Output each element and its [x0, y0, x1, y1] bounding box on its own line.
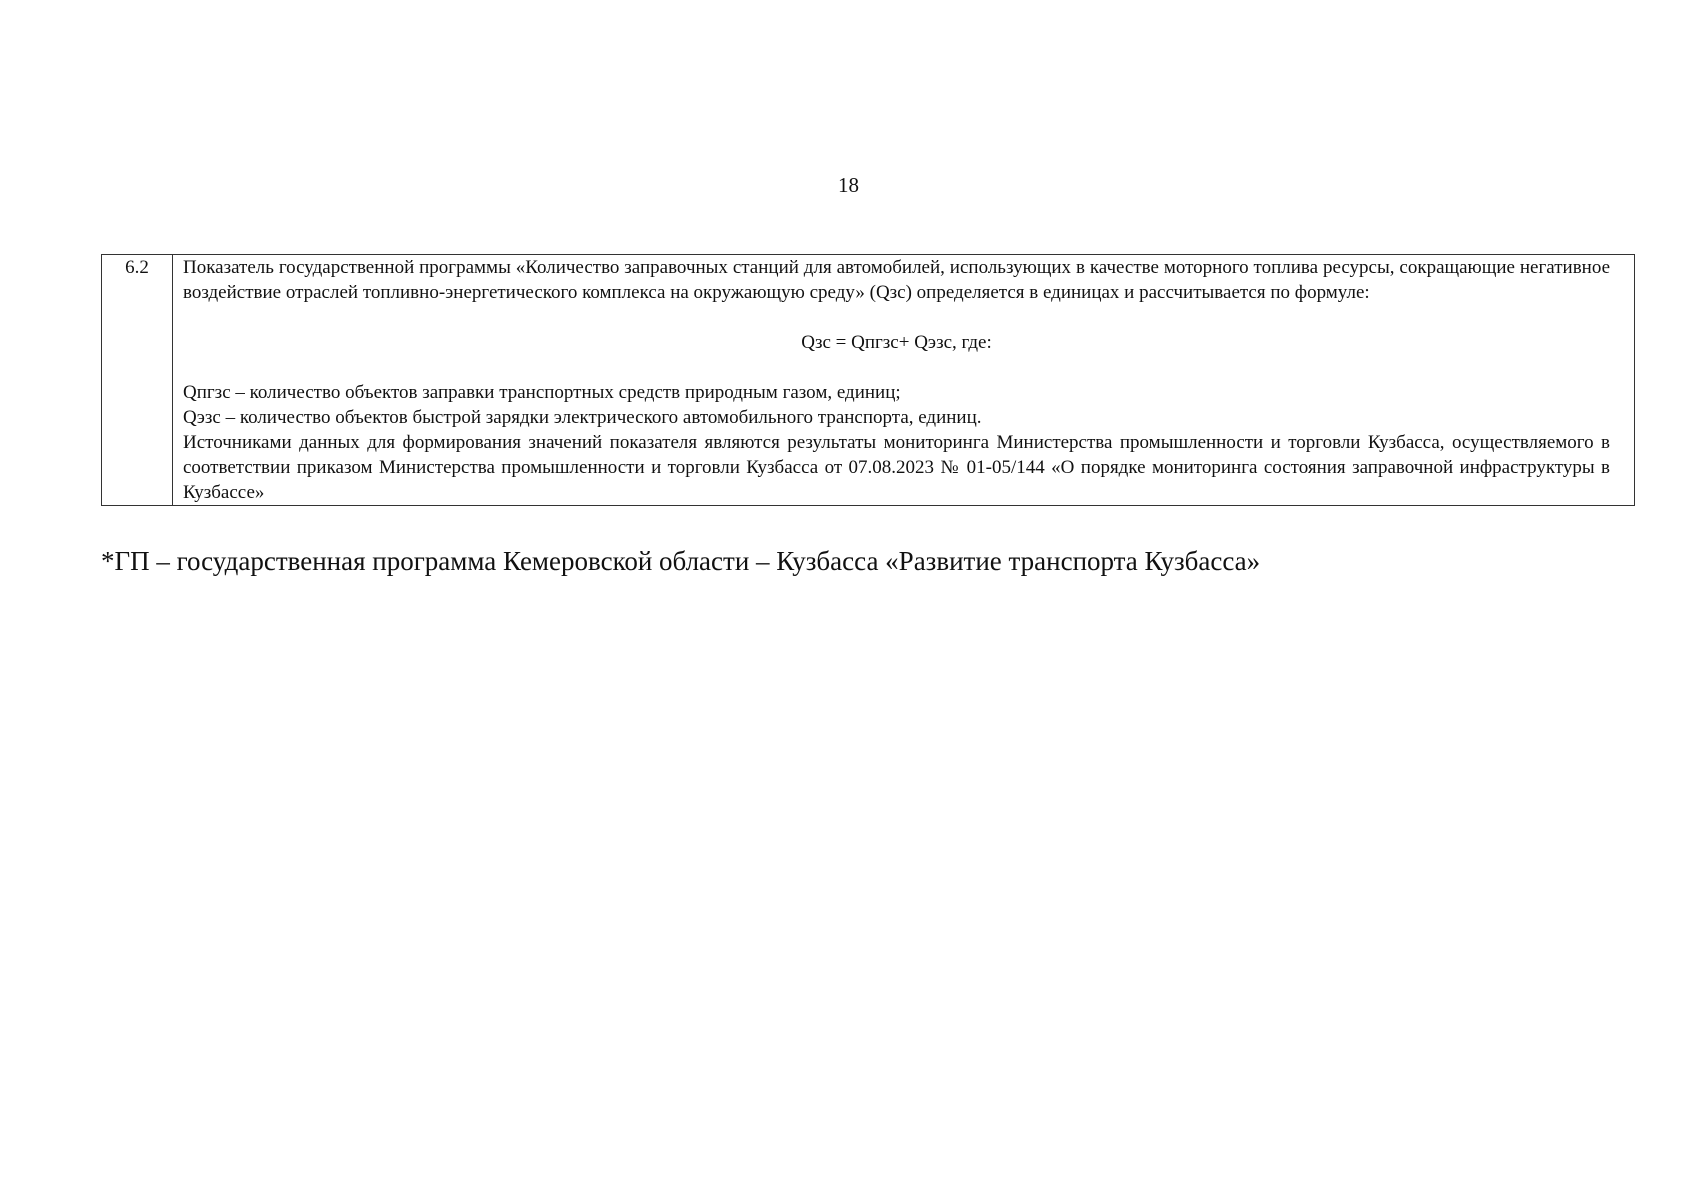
definition-qezs: Qэзс – количество объектов быстрой зарядки электрического автомобильного транспорта, единиц.: [183, 407, 982, 428]
indicator-formula: Qзс = Qпгзс+ Qэзс, где:: [801, 332, 992, 353]
indicator-table: [101, 254, 1635, 506]
data-sources: Источниками данных для формирования значений показателя являются результаты мониторинга Министерства промышленности и торговли Кузбасса, осуществляемого в соответствии приказом Министерства промышленности и торговли Кузбасса от 07.08.2023 № 01-05/144 «О порядке мониторинга состояния заправочной инфраструктуры в Кузбассе»: [183, 432, 1610, 503]
row-number: 6.2: [102, 255, 173, 506]
indicator-description: Показатель государственной программы «Количество заправочных станций для автомобилей, использующих в качестве моторного топлива ресурсы, сокращающие негативное воздействие отраслей топливно-энергетического комплекса на окружающую среду» (Qзс) определяется в единицах и рассчитывается по формуле:: [183, 257, 1610, 303]
definition-qpgzs: Qпгзс – количество объектов заправки транспортных средств природным газом, единиц;: [183, 382, 901, 403]
page-number: 18: [838, 173, 859, 197]
footnote: *ГП – государственная программа Кемеровской области – Кузбасса «Развитие транспорта Кузбасса»: [101, 546, 1261, 576]
table-row: [102, 255, 1635, 506]
row-content: [173, 255, 1635, 506]
